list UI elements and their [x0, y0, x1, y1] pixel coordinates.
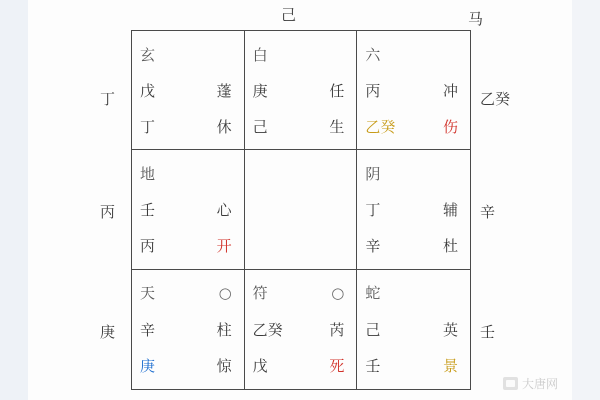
palace-earth-stem: 辛	[365, 237, 381, 256]
palace-heaven-stem: 辛	[140, 320, 156, 339]
annotation-right-2: 辛	[480, 203, 496, 221]
palace-earth-stem: 壬	[365, 357, 381, 376]
palace-cell-bottom-right[interactable]	[357, 270, 470, 389]
palace-earth-stem: 戊	[252, 357, 268, 376]
palace-spirit: 白	[252, 45, 268, 64]
palace-door: 生	[329, 117, 345, 136]
palace-spirit: 阴	[365, 164, 381, 183]
right-margin-band	[572, 0, 600, 400]
palace-heaven-stem: 丙	[365, 81, 381, 100]
palace-door: 伤	[442, 117, 458, 136]
watermark	[503, 375, 558, 392]
palace-door: 休	[216, 117, 232, 136]
palace-star: 冲	[442, 81, 458, 100]
weibo-logo-icon	[503, 377, 518, 390]
watermark-label: 大唐网	[521, 377, 558, 391]
palace-heaven-stem: 戊	[140, 81, 156, 100]
palace-cell-bottom-left[interactable]	[132, 270, 245, 389]
palace-star: 辅	[442, 200, 458, 219]
palace-cell-bottom-center[interactable]	[245, 270, 358, 389]
palace-cell-middle-left[interactable]	[132, 150, 245, 269]
palace-door: 杜	[442, 237, 458, 256]
palace-door: 死	[329, 357, 345, 376]
annotation-left-1: 丁	[100, 90, 116, 108]
annotation-right-3: 壬	[480, 323, 496, 341]
annotation-left-2: 丙	[100, 203, 116, 221]
palace-earth-stem: 丁	[140, 117, 156, 136]
palace-cell-top-right[interactable]	[357, 31, 470, 150]
palace-earth-stem: 乙癸	[365, 117, 396, 136]
palace-door: 开	[216, 237, 232, 256]
palace-earth-stem: 丙	[140, 237, 156, 256]
palace-heaven-stem: 己	[365, 320, 381, 339]
palace-star: 任	[329, 81, 345, 100]
palace-star: 心	[216, 200, 232, 219]
palace-earth-stem: 庚	[140, 357, 156, 376]
palace-marker-circle-icon: ○	[218, 284, 232, 303]
palace-cell-center[interactable]	[245, 150, 358, 269]
palace-cell-top-left[interactable]	[132, 31, 245, 150]
palace-star: 英	[442, 320, 458, 339]
palace-earth-stem: 己	[252, 117, 268, 136]
palace-heaven-stem: 庚	[252, 81, 268, 100]
left-margin-band	[0, 0, 28, 400]
palace-cell-top-center[interactable]	[245, 31, 358, 150]
annotation-right-1: 乙癸	[480, 90, 511, 108]
palace-heaven-stem: 乙癸	[252, 320, 283, 339]
palace-spirit: 天	[140, 284, 156, 303]
palace-heaven-stem: 壬	[140, 200, 156, 219]
palace-spirit: 地	[140, 164, 156, 183]
palace-star: 柱	[216, 320, 232, 339]
palace-marker-circle-icon: ○	[331, 284, 345, 303]
annotation-top-center: 己	[281, 6, 297, 24]
nine-palace-grid	[131, 30, 471, 390]
annotation-left-3: 庚	[100, 323, 116, 341]
annotation-top-right: 马	[468, 10, 484, 28]
palace-spirit: 六	[365, 45, 381, 64]
palace-spirit: 蛇	[365, 284, 381, 303]
palace-door: 惊	[216, 357, 232, 376]
palace-cell-middle-right[interactable]	[357, 150, 470, 269]
palace-star: 蓬	[216, 81, 232, 100]
palace-door: 景	[442, 357, 458, 376]
palace-heaven-stem: 丁	[365, 200, 381, 219]
diagram-canvas	[28, 0, 572, 400]
palace-star: 芮	[329, 320, 345, 339]
palace-spirit: 符	[252, 284, 268, 303]
palace-spirit: 玄	[140, 45, 156, 64]
